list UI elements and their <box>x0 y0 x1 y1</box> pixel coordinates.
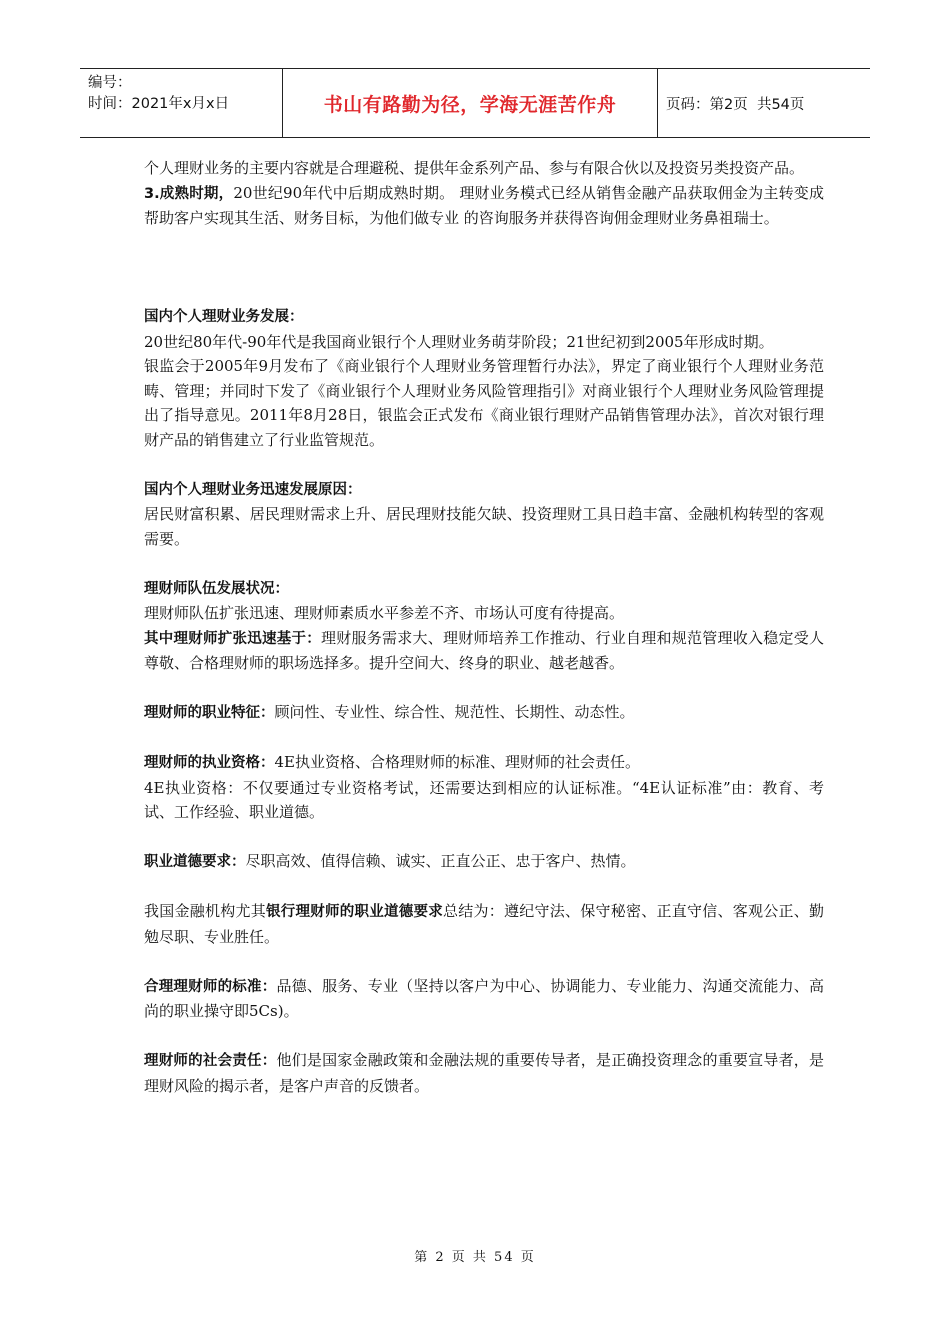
document-body <box>144 156 824 1098</box>
paragraph: 4E执业资格：不仅要通过专业资格考试，还需要达到相应的认证标准。“4E认证标准”由：教育、考试、工作经验、职业道德。 <box>144 778 824 821</box>
section-heading: 理财师队伍发展状况： <box>144 580 289 597</box>
header-page-label: 页码：第2页 共54页 <box>666 96 805 113</box>
bold-lead: 理财师的职业特征： <box>144 705 275 721</box>
bold-lead: 其中理财师扩张迅速基于： <box>144 630 321 647</box>
page-header-table <box>80 68 870 138</box>
bold-lead: 理财师的执业资格： <box>144 755 275 771</box>
bold-lead: 理财师的社会责任： <box>144 1053 277 1069</box>
paragraph: 居民财富积累、居民理财需求上升、居民理财技能欠缺、投资理财工具日趋丰富、金融机构转型的客观需要。 <box>144 505 824 548</box>
paragraph: 理财师队伍扩张迅速、理财师素质水平参差不齐、市场认可度有待提高。 <box>144 604 625 622</box>
paragraph: 我国金融机构尤其银行理财师的职业道德要求总结为：遵纪守法、保守秘密、正直守信、客观公正、勤勉尽职、专业胜任。 <box>144 902 824 946</box>
section-heading: 国内个人理财业务迅速发展原因： <box>144 481 362 498</box>
bold-inline: 银行理财师的职业道德要求 <box>266 904 443 920</box>
paragraph: 理财师的社会责任：他们是国家金融政策和金融法规的重要传导者，是正确投资理念的重要宣导者，是理财风险的揭示者，是客户声音的反馈者。 <box>144 1051 825 1095</box>
paragraph: 个人理财业务的主要内容就是合理避税、提供年金系列产品、参与有限合伙以及投资另类投资产品。 <box>144 159 805 177</box>
document-date-label: 时间：2021年x月x日 <box>88 96 230 112</box>
section-heading: 国内个人理财业务发展： <box>144 309 304 325</box>
bold-lead: 职业道德要求： <box>144 854 246 870</box>
header-page-cell <box>658 69 870 137</box>
header-info-cell <box>80 69 282 137</box>
paragraph: 理财师的执业资格：4E执业资格、合格理财师的标准、理财师的社会责任。 <box>144 753 640 771</box>
bold-lead: 合理理财师的标准： <box>144 978 277 995</box>
paragraph: 合理理财师的标准：品德、服务、专业（坚持以客户为中心、协调能力、专业能力、沟通交流能力、高尚的职业操守即5Cs)。 <box>144 976 825 1020</box>
paragraph: 职业道德要求：尽职高效、值得信赖、诚实、正直公正、忠于客户、热情。 <box>144 852 636 870</box>
paragraph: 20世纪80年代-90年代是我国商业银行个人理财业务萌芽阶段；21世纪初到2005年形成时期。 <box>144 332 774 351</box>
document-number-label: 编号： <box>88 75 132 91</box>
paragraph: 其中理财师扩张迅速基于：理财服务需求大、理财师培养工作推动、行业自理和规范管理收入稳定受人尊敬、合格理财师的职场选择多。提升空间大、终身的职业、越老越香。 <box>144 628 824 672</box>
page-footer: 第 2 页 共 54 页 <box>414 1250 536 1265</box>
paragraph: 3.成熟时期，20世纪90年代中后期成熟时期。 理财业务模式已经从销售金融产品获取佣金为主转变成帮助客户实现其生活、财务目标，为他们做专业 的咨询服务并获得咨询佣金理财业务鼻祖瑞士。 <box>144 183 824 227</box>
paragraph: 银监会于2005年9月发布了《商业银行个人理财业务管理暂行办法》，界定了商业银行个人理财业务范畴、管理；并同时下发了《商业银行个人理财业务风险管理指引》对商业银行个人理财业务风险管理提出了指导意见。2011年8月28日，银监会正式发布《商业银行理财产品销售管理办法》，首次对银行理财产品的销售建立了行业监管规范。 <box>144 357 824 449</box>
paragraph: 理财师的职业特征：顾问性、专业性、综合性、规范性、长期性、动态性。 <box>144 703 635 721</box>
bold-lead: 3.成熟时期， <box>144 185 234 202</box>
header-motto: 书山有路勤为径，学海无涯苦作舟 <box>282 69 658 137</box>
